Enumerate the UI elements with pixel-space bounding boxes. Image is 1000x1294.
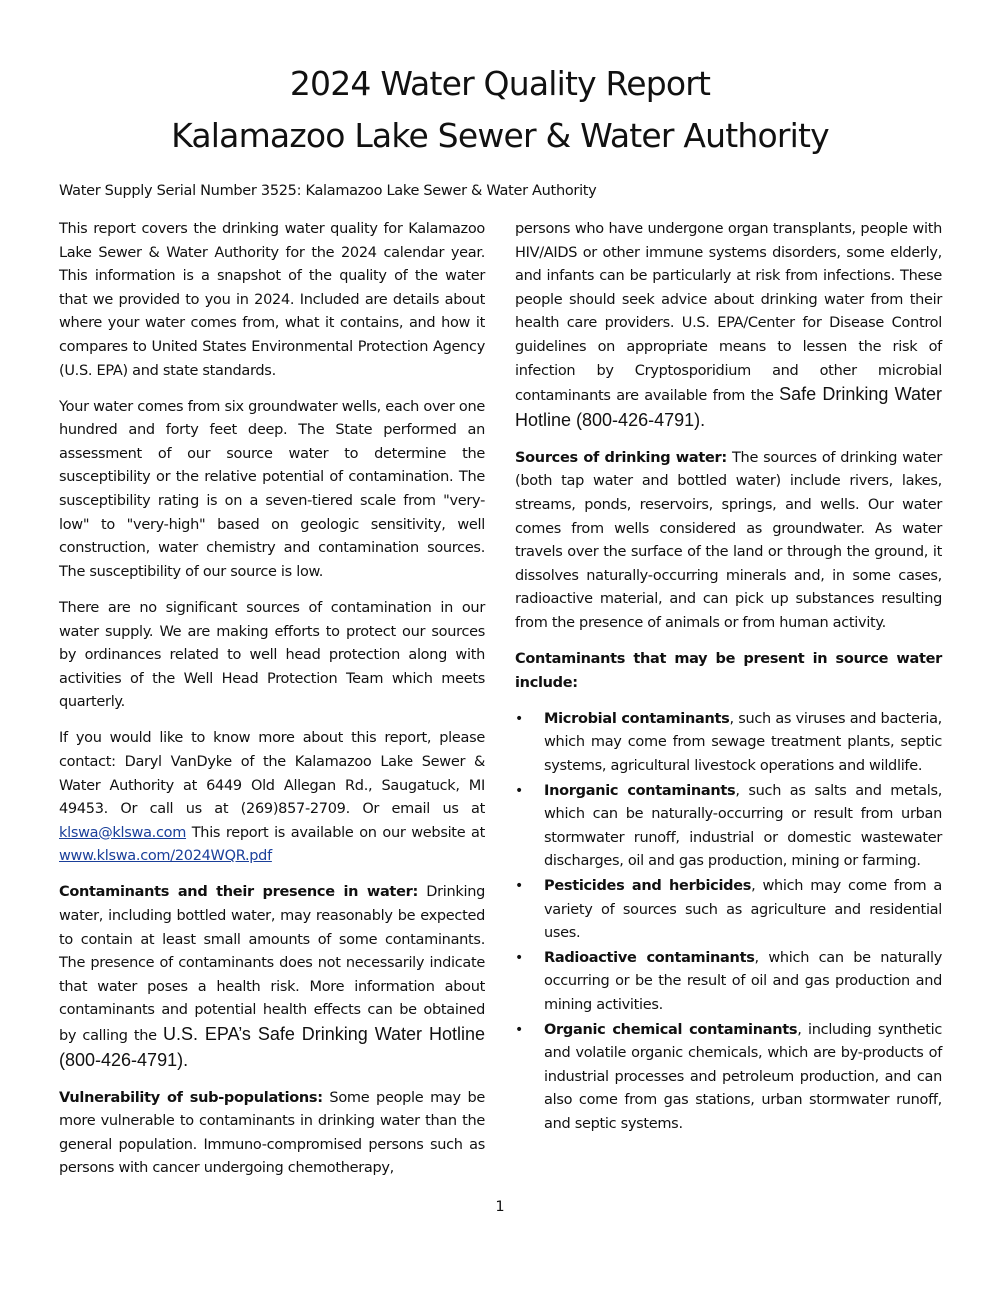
list-item: [515, 947, 942, 1018]
bullet-icon: •: [515, 949, 523, 966]
vulnerability-continued-text: persons who have undergone organ transplants, people with HIV/AIDS or other immune systems disorders, some elderly, and infants can be particularly at risk from infections. These people should seek advice about drinking water from their health care providers. U.S. EPA/Center for Disease Control guidelines on appropriate means to lessen the risk of infection by Cryptosporidium and other microbial contaminants are available from the: [515, 221, 942, 405]
vulnerability-text: Some people may be more vulnerable to contaminants in drinking water than the general population. Immuno-compromised persons such as persons with cancer undergoing chemotherapy,: [59, 1089, 485, 1177]
left-column: [59, 218, 485, 1194]
contaminants-list: [515, 708, 942, 1137]
list-item-term: Inorganic contaminants: [544, 782, 736, 799]
sources-paragraph: [515, 447, 942, 636]
bullet-icon: •: [515, 782, 523, 799]
website-text: This report is available on our website at: [186, 824, 485, 841]
bullet-icon: •: [515, 877, 523, 894]
list-item-text: , such as salts and metals, which can be naturally-occurring or result from urban stormwater runoff, industrial or domestic wastewater discharges, oil and gas production, mining or farming.: [544, 782, 943, 870]
list-item-text: , such as viruses and bacteria, which may come from sewage treatment plants, septic systems, agricultural livestock operations and wildlife.: [544, 710, 942, 774]
list-item-term: Microbial contaminants: [544, 710, 730, 727]
list-item: [515, 875, 942, 946]
hotline-text-right: Safe Drinking Water Hotline (800-426-4791).: [515, 384, 942, 430]
sources-text: The sources of drinking water (both tap water and bottled water) include rivers, lakes, streams, ponds, reservoirs, springs, and wells. Our water comes from wells considered as groundwater. As water travels over the surface of the land or through the ground, it dissolves naturally-occurring minerals and, in some cases, radioactive material, and can pick up substances resulting from the presence of animals or from human activity.: [515, 449, 943, 631]
contaminants-heading-paragraph: [515, 648, 942, 695]
list-item-term: Radioactive contaminants: [544, 949, 755, 966]
contaminants-presence-text: Drinking water, including bottled water, may reasonably be expected to contain at least small amounts of some contaminants. The presence of contaminants does not necessarily indicate that water poses a health risk. More information about contaminants and potential health effects can be obtained by calling the: [59, 884, 485, 1044]
list-item-text: , which may come from a variety of sources such as agriculture and residential uses.: [544, 877, 942, 942]
list-item-term: Pesticides and herbicides: [544, 877, 752, 894]
contact-paragraph: [59, 727, 485, 869]
email-link[interactable]: klswa@klswa.com: [59, 824, 187, 841]
intro-paragraph: This report covers the drinking water quality for Kalamazoo Lake Sewer & Water Authority for the 2024 calendar year. This information is a snapshot of the quality of the water that we provided to you in 2024. Included are details about where your water comes from, what it contains, and how it compares to United States Environmental Protection Agency (U.S. EPA) and state standards.: [59, 221, 485, 379]
list-item: [515, 708, 942, 779]
list-item: [515, 1019, 942, 1137]
vulnerability-continued-paragraph: [515, 218, 942, 434]
hotline-text: U.S. EPA’s Safe Drinking Water Hotline (800-426-4791).: [59, 1024, 485, 1070]
list-item-text: , including synthetic and volatile organic chemicals, which are by-products of industrial processes and petroleum production, and can also come from gas stations, urban stormwater runoff, and septic systems.: [544, 1021, 942, 1132]
contact-text: If you would like to know more about this report, please contact: Daryl VanDyke of the Kalamazoo Lake Sewer & Water Authority at 6449 Old Allegan Rd., Saugatuck, MI 49453. Or call us at (269)857-2709. Or email us at: [59, 730, 485, 818]
contaminants-presence-paragraph: [59, 881, 485, 1074]
authority-title: Kalamazoo Lake Sewer & Water Authority: [171, 116, 829, 155]
sources-heading: Sources of drinking water:: [515, 449, 727, 466]
contaminants-list-heading: Contaminants that may be present in source water include:: [515, 651, 942, 691]
contamination-paragraph: There are no significant sources of contamination in our water supply. We are making efforts to protect our sources by ordinances related to well head protection along with activities of the Well Head Protection Team which meets quarterly.: [59, 599, 485, 711]
serial-number-line: Water Supply Serial Number 3525: Kalamazoo Lake Sewer & Water Authority: [59, 183, 597, 199]
contaminants-presence-heading: Contaminants and their presence in water:: [59, 884, 418, 901]
list-item-text: , which can be naturally occurring or be the result of oil and gas production and mining activities.: [544, 949, 942, 1013]
list-item-term: Organic chemical contaminants: [544, 1021, 798, 1038]
bullet-icon: •: [515, 710, 523, 727]
vulnerability-paragraph: [59, 1087, 485, 1181]
source-paragraph: Your water comes from six groundwater wells, each over one hundred and forty feet deep. The State performed an assessment of our source water to determine the susceptibility or the relative potential of contamination. The susceptibility rating is on a seven-tiered scale from "very-low" to "very-high" based on geologic sensitivity, well construction, water chemistry and contamination sources. The susceptibility of our source is low.: [59, 398, 485, 580]
report-title: 2024 Water Quality Report: [289, 64, 711, 103]
right-column: [515, 218, 942, 1137]
vulnerability-heading: Vulnerability of sub-populations:: [59, 1089, 323, 1106]
bullet-icon: •: [515, 1021, 523, 1038]
website-link[interactable]: www.klswa.com/2024WQR.pdf: [59, 848, 272, 865]
list-item: [515, 780, 942, 874]
page-number: 1: [495, 1199, 505, 1215]
